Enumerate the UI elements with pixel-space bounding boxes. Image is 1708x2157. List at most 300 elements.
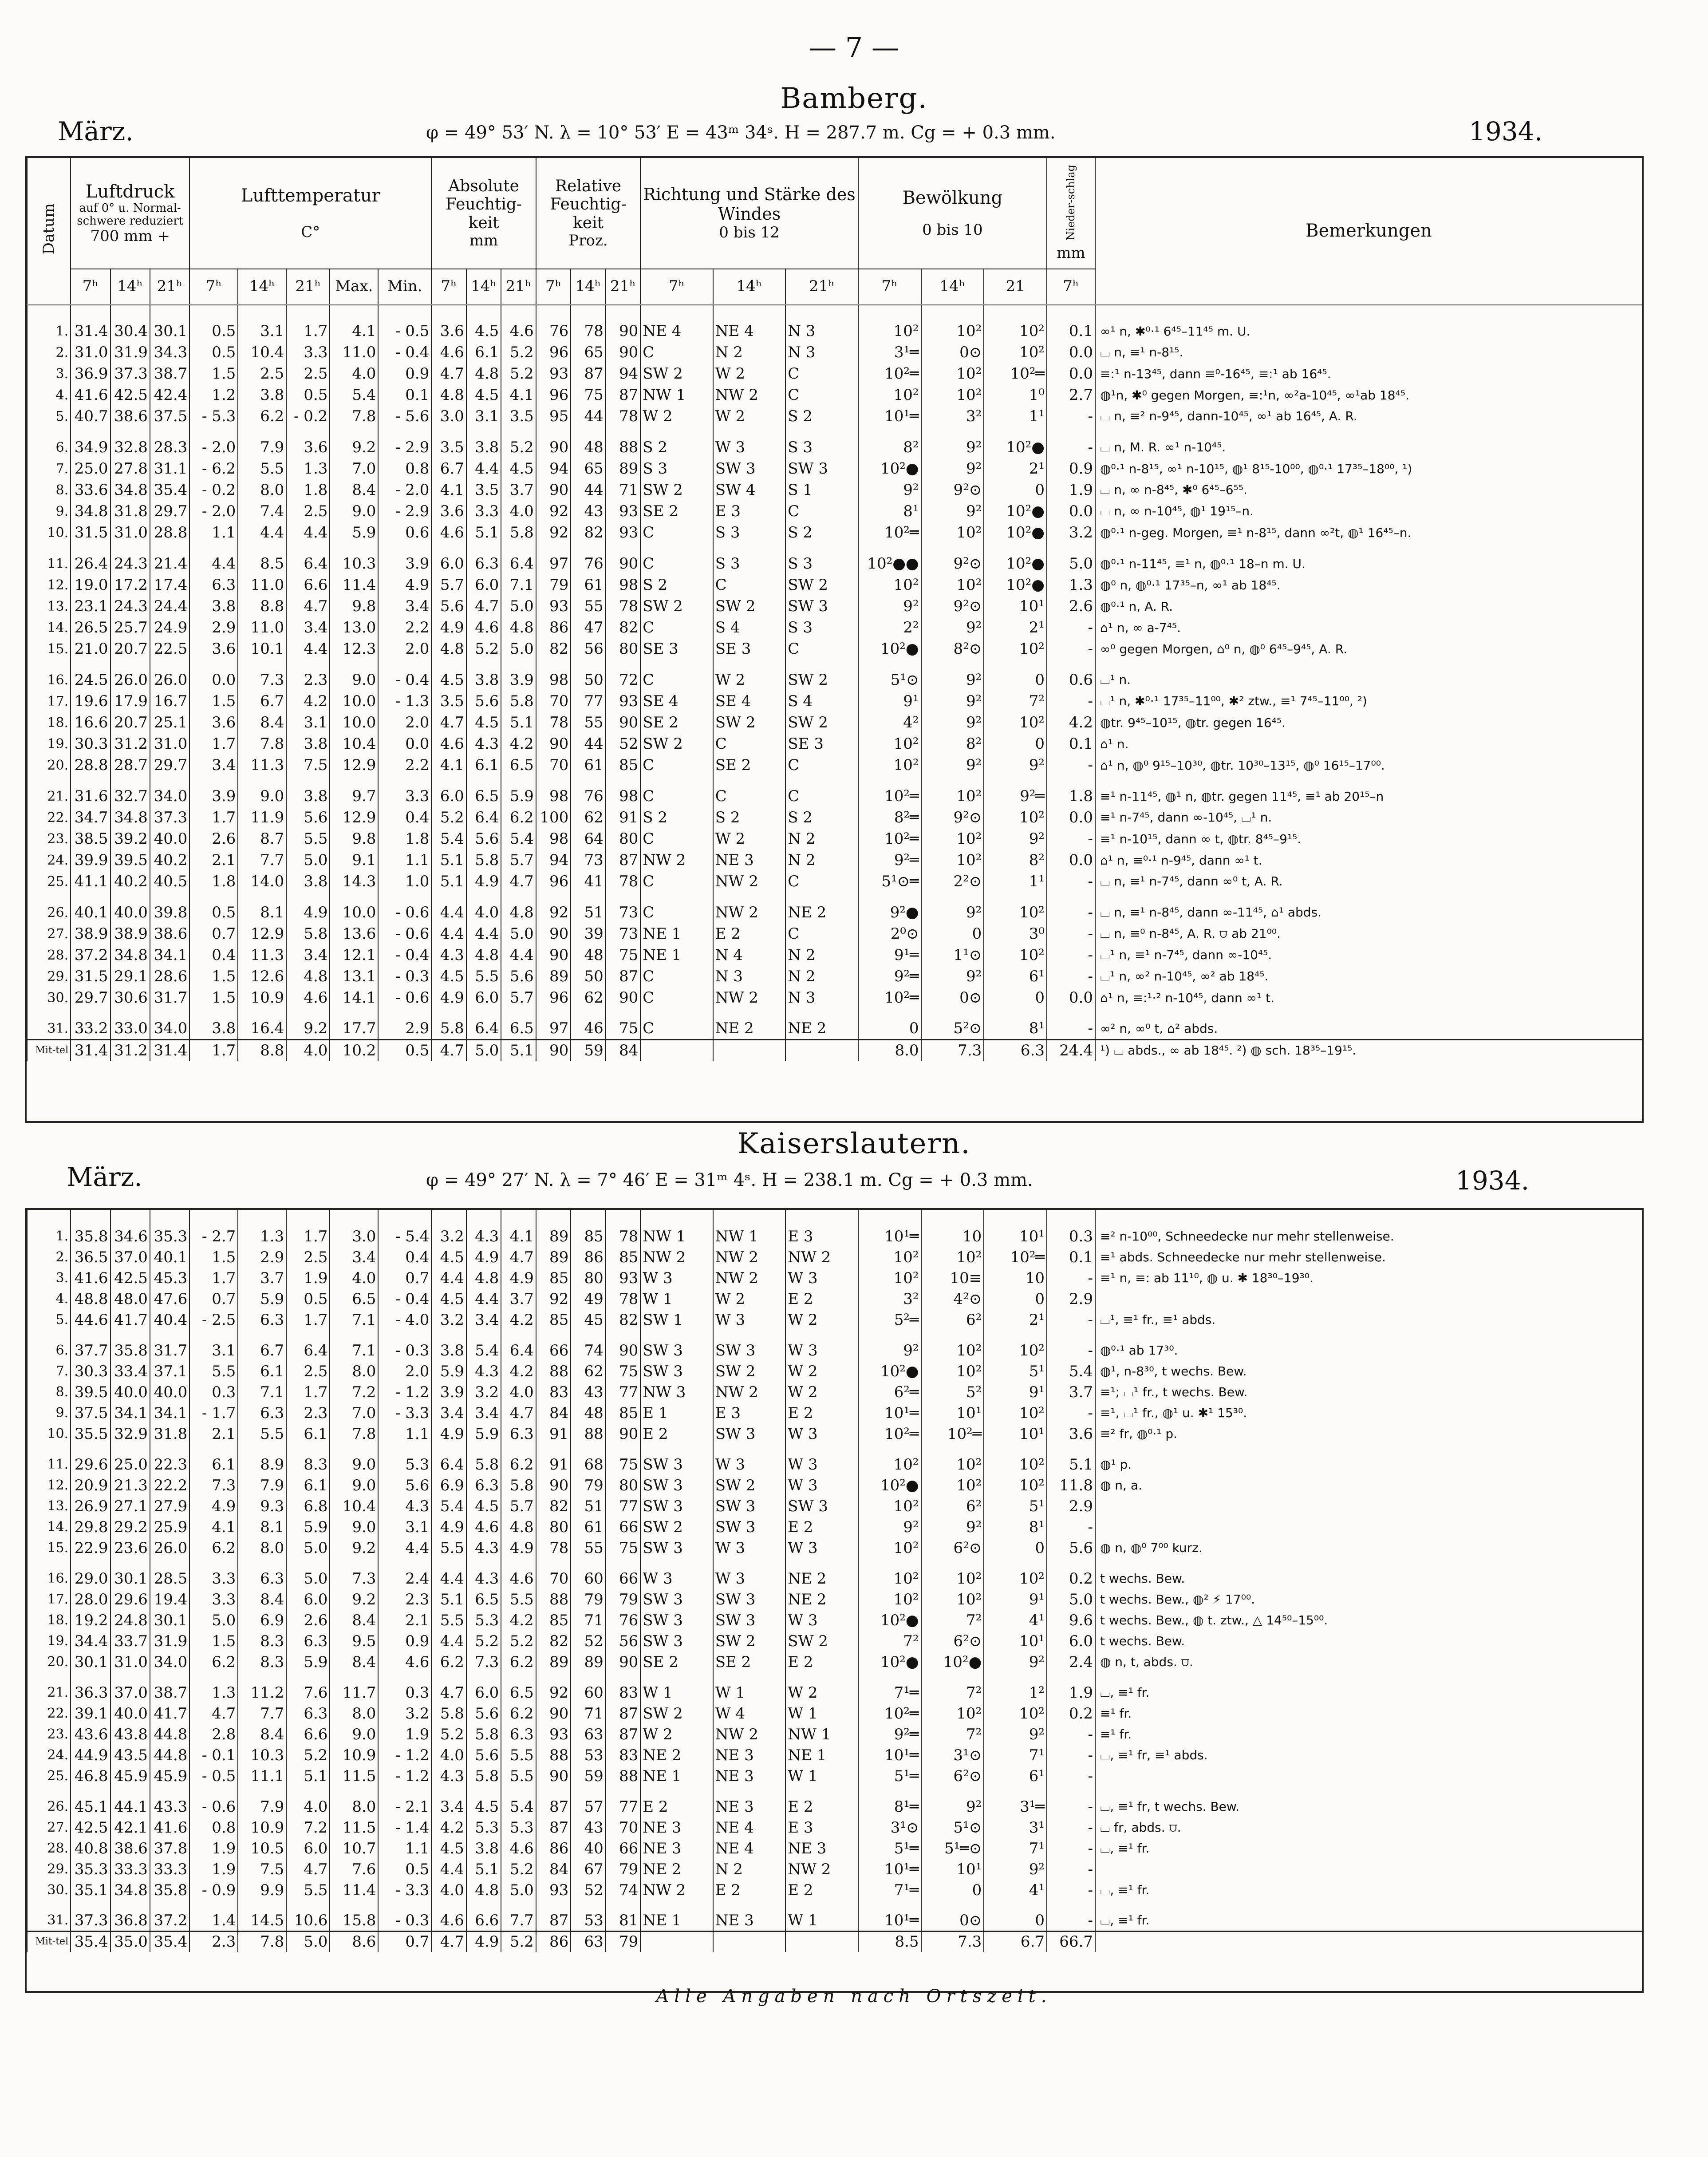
data-cell: 75: [606, 1537, 640, 1558]
data-cell: 32.9: [110, 1423, 150, 1444]
row-date: 17.: [27, 1589, 71, 1610]
data-cell: 9²: [921, 501, 984, 522]
data-cell: 3.5: [466, 479, 501, 501]
data-cell: 17.2: [110, 574, 150, 596]
data-cell: 66.7: [1047, 1931, 1095, 1952]
spacer-cell: [984, 304, 1047, 320]
header-absolute-feuchtigkeit: Absolute Feuchtig-keit mm: [431, 158, 536, 269]
data-cell: 4.4: [189, 553, 238, 574]
row-date: 31.: [27, 1018, 71, 1039]
data-cell: 37.2: [71, 944, 110, 966]
row-date: 20.: [27, 1651, 71, 1672]
data-cell: 11.4: [330, 1880, 378, 1900]
data-cell: 6¹: [984, 966, 1047, 987]
data-cell: 48.8: [71, 1288, 110, 1309]
data-cell: 79: [571, 1589, 605, 1610]
data-cell: 5.5: [466, 966, 501, 987]
data-cell: -: [1047, 1402, 1095, 1423]
remarks-cell: ≡¹ fr.: [1095, 1724, 1642, 1745]
data-cell: 42.5: [110, 384, 150, 406]
data-cell: 10²═: [858, 522, 921, 543]
data-cell: 37.2: [150, 1910, 189, 1931]
data-cell: 5.5: [189, 1361, 238, 1382]
month-label-bamberg: März.: [58, 116, 134, 146]
data-cell: 46.8: [71, 1766, 110, 1786]
spacer-cell: [238, 1900, 286, 1910]
data-cell: SW 2: [713, 1361, 786, 1382]
data-cell: 83: [536, 1382, 571, 1402]
spacer-cell: [785, 1558, 858, 1568]
spacer-cell: [378, 1444, 431, 1454]
spacer-cell: [150, 1672, 189, 1682]
spacer-cell: [110, 1008, 150, 1018]
data-cell: NW 1: [713, 1226, 786, 1247]
spacer-cell: [921, 1900, 984, 1910]
data-cell: 9.0: [330, 1454, 378, 1475]
data-cell: 23.1: [71, 596, 110, 617]
data-cell: 90: [606, 1651, 640, 1672]
data-cell: 87: [536, 1817, 571, 1838]
data-cell: 8.3: [238, 1631, 286, 1651]
data-cell: 0.5: [189, 342, 238, 363]
data-cell: 32.8: [110, 437, 150, 458]
data-cell: -: [1047, 1766, 1095, 1786]
spacer-cell: [466, 1008, 501, 1018]
data-cell: 10²: [921, 1454, 984, 1475]
data-cell: SE 3: [640, 638, 713, 660]
data-cell: 1.5: [189, 966, 238, 987]
data-cell: 17.4: [150, 574, 189, 596]
data-cell: 26.4: [71, 553, 110, 574]
data-cell: 78: [536, 712, 571, 733]
data-cell: 4.8: [431, 638, 466, 660]
data-cell: 29.6: [71, 1454, 110, 1475]
data-cell: 60: [571, 1682, 605, 1703]
data-cell: 41.6: [150, 1817, 189, 1838]
data-cell: 1¹: [984, 406, 1047, 427]
data-cell: 48: [571, 437, 605, 458]
remarks-cell: ≡¹ n-10¹⁵, dann ∞ t, ◍tr. 8⁴⁵–9¹⁵.: [1095, 828, 1642, 849]
spacer-cell: [238, 1330, 286, 1340]
data-cell: 89: [536, 1247, 571, 1268]
data-cell: 86: [536, 617, 571, 638]
spacer-cell: [110, 660, 150, 669]
spacer-cell: [858, 1672, 921, 1682]
data-cell: SW 3: [785, 1496, 858, 1517]
data-cell: 9.9: [238, 1880, 286, 1900]
spacer-cell: [150, 776, 189, 786]
data-cell: 30.6: [110, 987, 150, 1008]
data-cell: N 3: [785, 342, 858, 363]
spacer-cell: [785, 543, 858, 553]
data-cell: SW 2: [785, 574, 858, 596]
spacer-cell: [1095, 543, 1642, 553]
data-cell: 90: [606, 987, 641, 1008]
data-cell: 37.5: [71, 1402, 110, 1423]
data-cell: 3.8: [466, 1838, 501, 1859]
data-cell: NW 1: [640, 1226, 713, 1247]
data-cell: 0.7: [378, 1268, 431, 1288]
row-date: 26.: [27, 902, 71, 923]
spacer-cell: [1047, 1330, 1095, 1340]
data-cell: 6.0: [466, 987, 501, 1008]
data-cell: 4.4: [431, 1568, 466, 1589]
spacer-cell: [921, 776, 984, 786]
table-row: [27, 1423, 1642, 1444]
data-cell: 90: [536, 437, 571, 458]
data-cell: 3.2: [431, 1226, 466, 1247]
row-date: 25.: [27, 1766, 71, 1786]
data-cell: 25.1: [150, 712, 189, 733]
data-cell: 6²⊙: [921, 1537, 984, 1558]
spacer-cell: [921, 1786, 984, 1796]
data-cell: 6.7: [238, 1340, 286, 1361]
data-cell: 4.6: [501, 320, 536, 342]
data-cell: 82: [536, 1496, 571, 1517]
data-cell: 0.1: [1047, 1247, 1095, 1268]
spacer-cell: [378, 1786, 431, 1796]
spacer-cell: [606, 427, 641, 437]
data-cell: 6.0: [286, 1589, 330, 1610]
data-cell: 66: [606, 1838, 640, 1859]
data-cell: 1.7: [189, 733, 238, 755]
data-cell: 10²: [858, 1247, 921, 1268]
data-cell: 9.2: [330, 437, 378, 458]
data-cell: 19.6: [71, 691, 110, 712]
data-cell: 31.4: [71, 320, 110, 342]
spacer-cell: [150, 660, 189, 669]
data-cell: 6.4: [466, 1018, 501, 1039]
row-date: 20.: [27, 755, 71, 776]
table-row: [27, 1682, 1642, 1703]
row-date: 5.: [27, 1309, 71, 1330]
spacer-cell: [330, 660, 378, 669]
data-cell: SW 3: [785, 596, 858, 617]
spacer-cell: [238, 1558, 286, 1568]
data-cell: 37.7: [71, 1340, 110, 1361]
spacer-cell: [921, 660, 984, 669]
data-cell: 31.9: [150, 1631, 189, 1651]
data-cell: 5.9: [238, 1288, 286, 1309]
spacer-cell: [1095, 1008, 1642, 1018]
station-title-kaiserslautern: Kaiserslautern.: [737, 1127, 971, 1160]
data-cell: 59: [571, 1766, 605, 1786]
spacer-cell: [71, 543, 110, 553]
row-date: 21.: [27, 786, 71, 807]
header-max: Max.: [330, 269, 378, 304]
spacer-cell: [189, 304, 238, 320]
spacer-cell: [431, 1210, 466, 1226]
spacer-cell: [466, 304, 501, 320]
data-cell: 43: [571, 501, 605, 522]
data-cell: 3.9: [501, 669, 536, 691]
data-cell: W 3: [785, 1340, 858, 1361]
data-cell: 11.0: [238, 617, 286, 638]
data-cell: SW 3: [713, 1423, 786, 1444]
data-cell: 7.1: [330, 1340, 378, 1361]
spacer-cell: [286, 892, 330, 902]
data-cell: 10.3: [238, 1745, 286, 1766]
spacer-cell: [984, 892, 1047, 902]
data-cell: 10²: [984, 638, 1047, 660]
data-cell: 75: [606, 1454, 640, 1475]
data-cell: 5.5: [286, 1880, 330, 1900]
data-cell: 25.0: [71, 458, 110, 479]
header-t21: 21ʰ: [785, 269, 858, 304]
data-cell: C: [785, 786, 858, 807]
data-cell: 1.1: [189, 522, 238, 543]
data-cell: 37.0: [110, 1682, 150, 1703]
data-cell: 85: [536, 1268, 571, 1288]
data-cell: - 2.5: [189, 1309, 238, 1330]
spacer-cell: [150, 1210, 189, 1226]
spacer-cell: [640, 1330, 713, 1340]
data-cell: 6.3: [238, 1402, 286, 1423]
data-cell: NW 2: [713, 1382, 786, 1402]
data-cell: 0.7: [189, 923, 238, 944]
data-cell: 84: [536, 1859, 571, 1880]
spacer-cell: [189, 1900, 238, 1910]
data-cell: 21.3: [110, 1475, 150, 1496]
table-row: [27, 1910, 1642, 1931]
data-cell: 8.1: [238, 902, 286, 923]
data-cell: 5²═: [858, 1309, 921, 1330]
data-cell: 3.6: [189, 712, 238, 733]
remarks-cell: [1095, 1288, 1642, 1309]
data-cell: 0: [984, 1537, 1047, 1558]
data-cell: 39.2: [110, 828, 150, 849]
data-cell: 6.0: [1047, 1631, 1095, 1651]
remarks-cell: ∞² n, ∞⁰ t, ⌂² abds.: [1095, 1018, 1642, 1039]
row-date: 28.: [27, 944, 71, 966]
data-cell: 9²: [921, 458, 984, 479]
data-cell: 89: [536, 1226, 571, 1247]
data-cell: 31.0: [71, 342, 110, 363]
data-cell: 9²═: [984, 786, 1047, 807]
data-cell: 1.7: [286, 1309, 330, 1330]
data-cell: 3.7: [501, 1288, 536, 1309]
data-cell: 66: [606, 1568, 640, 1589]
data-cell: [785, 1931, 858, 1952]
data-cell: C: [640, 755, 713, 776]
data-cell: 5.8: [431, 1018, 466, 1039]
spacer-cell: [110, 776, 150, 786]
data-cell: 0⊙: [921, 1910, 984, 1931]
data-cell: 88: [606, 1766, 640, 1786]
row-date: Mit-tel: [27, 1931, 71, 1952]
data-cell: 6.5: [501, 755, 536, 776]
data-cell: [713, 1039, 786, 1061]
data-cell: 51: [571, 902, 605, 923]
data-cell: 2.9: [238, 1247, 286, 1268]
data-cell: W 2: [713, 669, 786, 691]
data-cell: 4.6: [466, 617, 501, 638]
data-cell: W 3: [640, 1568, 713, 1589]
remarks-cell: [1095, 1517, 1642, 1537]
data-cell: 27.9: [150, 1496, 189, 1517]
table-row: [27, 553, 1642, 574]
spacer-cell: [431, 427, 466, 437]
spacer-cell: [713, 1672, 786, 1682]
data-cell: 73: [606, 923, 641, 944]
data-cell: 3¹═: [858, 342, 921, 363]
data-cell: C: [785, 363, 858, 384]
data-cell: 4.7: [431, 712, 466, 733]
data-cell: 38.6: [110, 1838, 150, 1859]
header-wind: Richtung und Stärke des Windes 0 bis 12: [640, 158, 858, 269]
data-cell: 70: [536, 755, 571, 776]
data-cell: 5.5: [431, 1610, 466, 1631]
data-cell: 4.9: [466, 1931, 501, 1952]
data-cell: 8¹: [858, 501, 921, 522]
data-cell: 4.4: [466, 923, 501, 944]
data-cell: 85: [571, 1226, 605, 1247]
data-cell: 90: [536, 1766, 571, 1786]
data-cell: 4.8: [501, 1517, 536, 1537]
spacer-cell: [110, 1786, 150, 1796]
data-cell: 38.9: [71, 923, 110, 944]
header-t7: 7ʰ: [189, 269, 238, 304]
data-cell: 4.6: [466, 1517, 501, 1537]
spacer-cell: [501, 1008, 536, 1018]
data-table-kaiserslautern: [27, 1210, 1642, 1952]
spacer-cell: [150, 1786, 189, 1796]
data-cell: 7.2: [286, 1817, 330, 1838]
data-cell: 52: [571, 1631, 605, 1651]
data-cell: 5.7: [501, 849, 536, 871]
data-cell: 11.8: [1047, 1475, 1095, 1496]
data-cell: 0.6: [1047, 669, 1095, 691]
data-cell: 55: [571, 596, 605, 617]
data-cell: 4.6: [431, 342, 466, 363]
data-cell: 7²: [921, 1724, 984, 1745]
data-cell: 6.5: [466, 1589, 501, 1610]
data-cell: 3.2: [466, 1382, 501, 1402]
remarks-cell: ◍⁰·¹ n-geg. Morgen, ≡¹ n-8¹⁵, dann ∞²t, ◍¹ 16⁴⁵–n.: [1095, 522, 1642, 543]
data-cell: 12.9: [330, 755, 378, 776]
data-cell: 41.1: [71, 871, 110, 892]
data-cell: 1.8: [378, 828, 431, 849]
data-cell: 6.5: [466, 786, 501, 807]
data-cell: E 2: [785, 1288, 858, 1309]
data-cell: 5.2: [286, 1745, 330, 1766]
spacer-cell: [501, 304, 536, 320]
data-cell: 2.4: [1047, 1651, 1095, 1672]
data-cell: 3.4: [330, 1247, 378, 1268]
data-cell: 14.5: [238, 1910, 286, 1931]
data-cell: 5¹⊙═: [858, 871, 921, 892]
data-cell: 31.7: [150, 1340, 189, 1361]
data-cell: 4.4: [431, 1859, 466, 1880]
spacer-cell: [785, 1330, 858, 1340]
data-cell: 43.3: [150, 1796, 189, 1817]
data-cell: 5.4: [431, 1496, 466, 1517]
data-cell: 10²●: [984, 501, 1047, 522]
data-cell: 5.6: [466, 1703, 501, 1724]
data-cell: 78: [606, 596, 641, 617]
spacer-cell: [466, 1786, 501, 1796]
data-cell: 33.3: [150, 1859, 189, 1880]
data-cell: 39: [571, 923, 605, 944]
spacer-cell: [606, 1900, 640, 1910]
data-cell: 10²●: [921, 1651, 984, 1672]
data-cell: 62: [571, 807, 605, 828]
data-cell: NE 3: [640, 1817, 713, 1838]
data-cell: 30.1: [110, 1568, 150, 1589]
remarks-cell: ◍¹ p.: [1095, 1454, 1642, 1475]
data-cell: 4.5: [466, 1496, 501, 1517]
data-cell: 40.2: [110, 871, 150, 892]
spacer-cell: [330, 1900, 378, 1910]
data-cell: [713, 1931, 786, 1952]
spacer-cell: [330, 427, 378, 437]
data-cell: 4²⊙: [921, 1288, 984, 1309]
data-cell: 9.2: [330, 1589, 378, 1610]
data-cell: NE 3: [785, 1838, 858, 1859]
data-cell: 5.4: [330, 384, 378, 406]
data-cell: 5.1: [431, 1589, 466, 1610]
data-cell: 3²: [858, 1288, 921, 1309]
spacer-cell: [606, 1786, 640, 1796]
header-t7: 7ʰ: [858, 269, 921, 304]
data-cell: 6.6: [286, 574, 330, 596]
data-cell: 11.3: [238, 755, 286, 776]
spacer-cell: [27, 1008, 71, 1018]
data-cell: -: [1047, 1018, 1095, 1039]
data-cell: 1.7: [189, 1039, 238, 1061]
data-cell: 82: [606, 617, 641, 638]
spacer-cell: [431, 1672, 466, 1682]
data-cell: 6²⊙: [921, 1766, 984, 1786]
data-cell: 0.5: [378, 1039, 431, 1061]
data-cell: 78: [536, 1537, 571, 1558]
data-cell: - 0.4: [378, 342, 431, 363]
spacer-cell: [858, 1558, 921, 1568]
data-cell: 2.6: [189, 828, 238, 849]
data-cell: S 4: [713, 617, 786, 638]
data-cell: 3.3: [466, 501, 501, 522]
remarks-cell: ◍¹n, ✱⁰ gegen Morgen, ≡:¹n, ∞²a-10⁴⁵, ∞¹ab 18⁴⁵.: [1095, 384, 1642, 406]
data-cell: 2.3: [286, 669, 330, 691]
data-cell: 10²: [921, 522, 984, 543]
data-cell: 8.0: [330, 1361, 378, 1382]
data-cell: 10²: [984, 1475, 1047, 1496]
spacer-cell: [921, 304, 984, 320]
data-cell: NE 3: [713, 1766, 786, 1786]
spacer-cell: [71, 1444, 110, 1454]
spacer-cell: [27, 776, 71, 786]
data-cell: 8.4: [238, 1724, 286, 1745]
data-cell: 39.8: [150, 902, 189, 923]
spacer-cell: [1095, 1558, 1642, 1568]
spacer-cell: [27, 1900, 71, 1910]
data-cell: 75: [606, 944, 641, 966]
data-cell: 3.4: [378, 596, 431, 617]
data-cell: [640, 1931, 713, 1952]
spacer-cell: [501, 543, 536, 553]
data-cell: 7.3: [921, 1931, 984, 1952]
spacer-cell: [984, 1672, 1047, 1682]
spacer-cell: [378, 1210, 431, 1226]
data-cell: 38.6: [110, 406, 150, 427]
table-row: [27, 617, 1642, 638]
data-cell: 89: [571, 1651, 605, 1672]
data-cell: 7.8: [330, 406, 378, 427]
data-cell: 5.0: [286, 1537, 330, 1558]
data-cell: 0.7: [378, 1931, 431, 1952]
data-cell: 0.1: [378, 384, 431, 406]
data-cell: 7.2: [330, 1382, 378, 1402]
